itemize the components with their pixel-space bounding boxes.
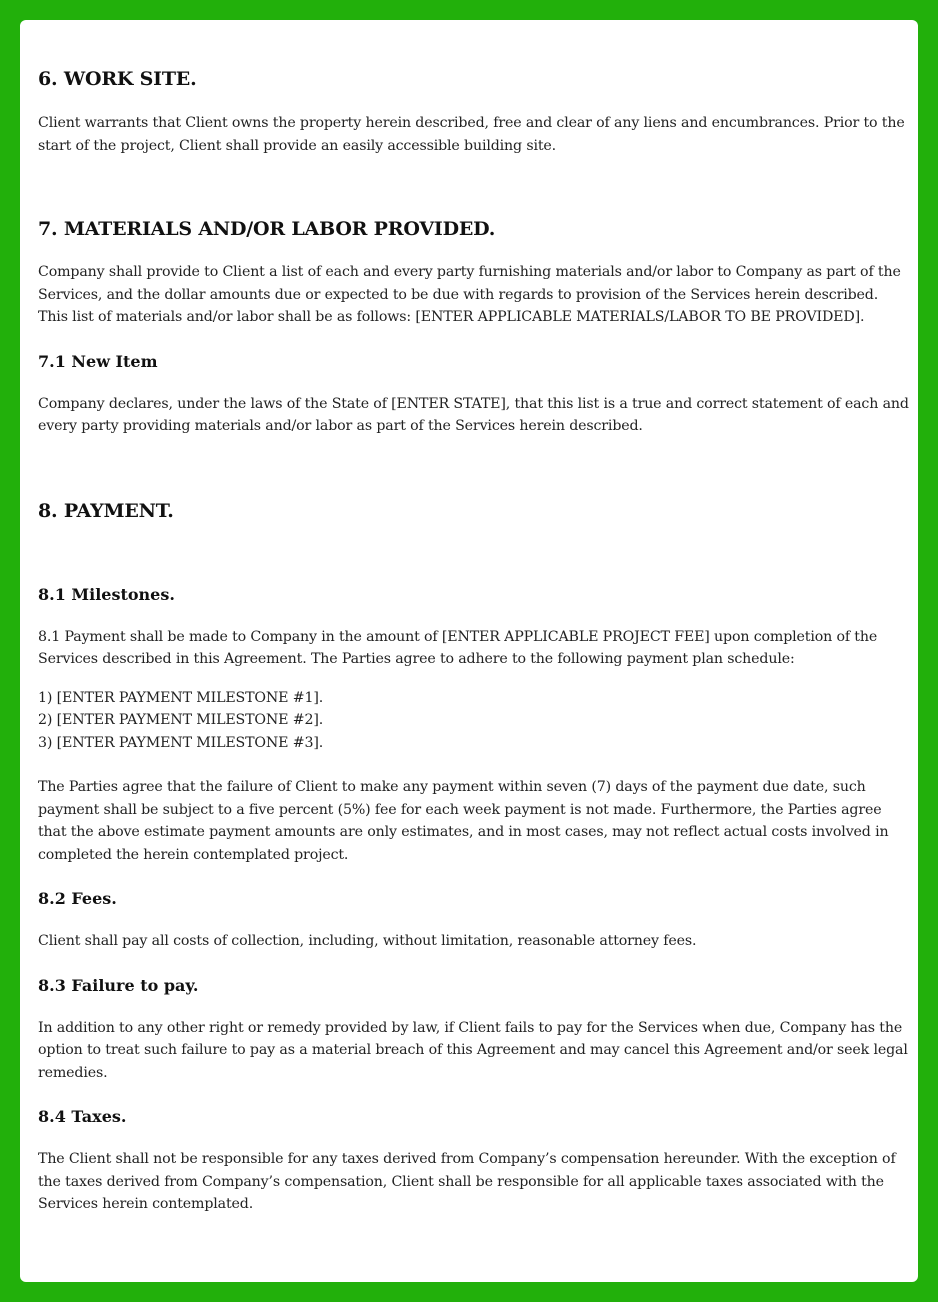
section-8-2-body: Client shall pay all costs of collection, including, without limitation, reasonable attorney fees. [38, 933, 697, 949]
section-8-1-heading: 8.1 Milestones. [38, 584, 175, 604]
section-8-1-body: 8.1 Payment shall be made to Company in the amount of [ENTER APPLICABLE PROJECT FEE] upon completion of the Services described in this Agreement. The Parties agree to adhere to the following payment plan schedule: [38, 628, 878, 667]
section-8-3-heading: 8.3 Failure to pay. [38, 975, 199, 995]
document-page [20, 20, 918, 1282]
section-8-3-body: In addition to any other right or remedy provided by law, if Client fails to pay for the Services when due, Company has the option to treat such failure to pay as a material breach of this Agreement and may cancel this Agreement and/or seek legal remedies. [38, 1019, 908, 1081]
section-8-4-body: The Client shall not be responsible for any taxes derived from Company’s compensation hereunder. With the exception of the taxes derived from Company’s compensation, Client shall be responsible for all applicable taxes associated with the Services herein contemplated. [38, 1151, 896, 1212]
milestone-item: 2) [ENTER PAYMENT MILESTONE #2]. [38, 712, 324, 728]
section-7-1-heading: 7.1 New Item [38, 351, 158, 371]
section-6-body: Client warrants that Client owns the property herein described, free and clear of any liens and encumbrances. Prior to the start of the project, Client shall provide an easily accessible building site. [38, 115, 905, 154]
section-8-2-heading: 8.2 Fees. [38, 889, 117, 908]
section-6-heading: 6. WORK SITE. [38, 68, 197, 90]
document-content [38, 20, 910, 1216]
section-8-4-heading: 8.4 Taxes. [38, 1107, 127, 1126]
section-7-1-body: Company declares, under the laws of the State of [ENTER STATE], that this list is a true and correct statement of each and every party providing materials and/or labor as part of the Services herein described. [38, 395, 909, 434]
late-payment-paragraph: The Parties agree that the failure of Client to make any payment within seven (7) days of the payment due date, such payment shall be subject to a five percent (5%) fee for each week payment is not made. Furthermore, the Parties agree that the above estimate payment amounts are only estimates, and in most cases, may not reflect actual costs involved in completed the herein contemplated project. [38, 779, 889, 863]
section-7-body: Company shall provide to Client a list of each and every party furnishing materials and/or labor to Company as part of the Services, and the dollar amounts due or expected to be due with regards to provision of the Services herein described. This list of materials and/or labor shall be as follows: [ENTER APPLICABLE MATERIALS/LABOR TO BE PROVIDED]. [38, 264, 901, 325]
section-7-heading: 7. MATERIALS AND/OR LABOR PROVIDED. [38, 218, 496, 240]
milestone-item: 3) [ENTER PAYMENT MILESTONE #3]. [38, 734, 324, 751]
section-8-heading: 8. PAYMENT. [38, 499, 174, 522]
milestone-item: 1) [ENTER PAYMENT MILESTONE #1]. [38, 689, 324, 706]
milestone-list [38, 687, 910, 755]
